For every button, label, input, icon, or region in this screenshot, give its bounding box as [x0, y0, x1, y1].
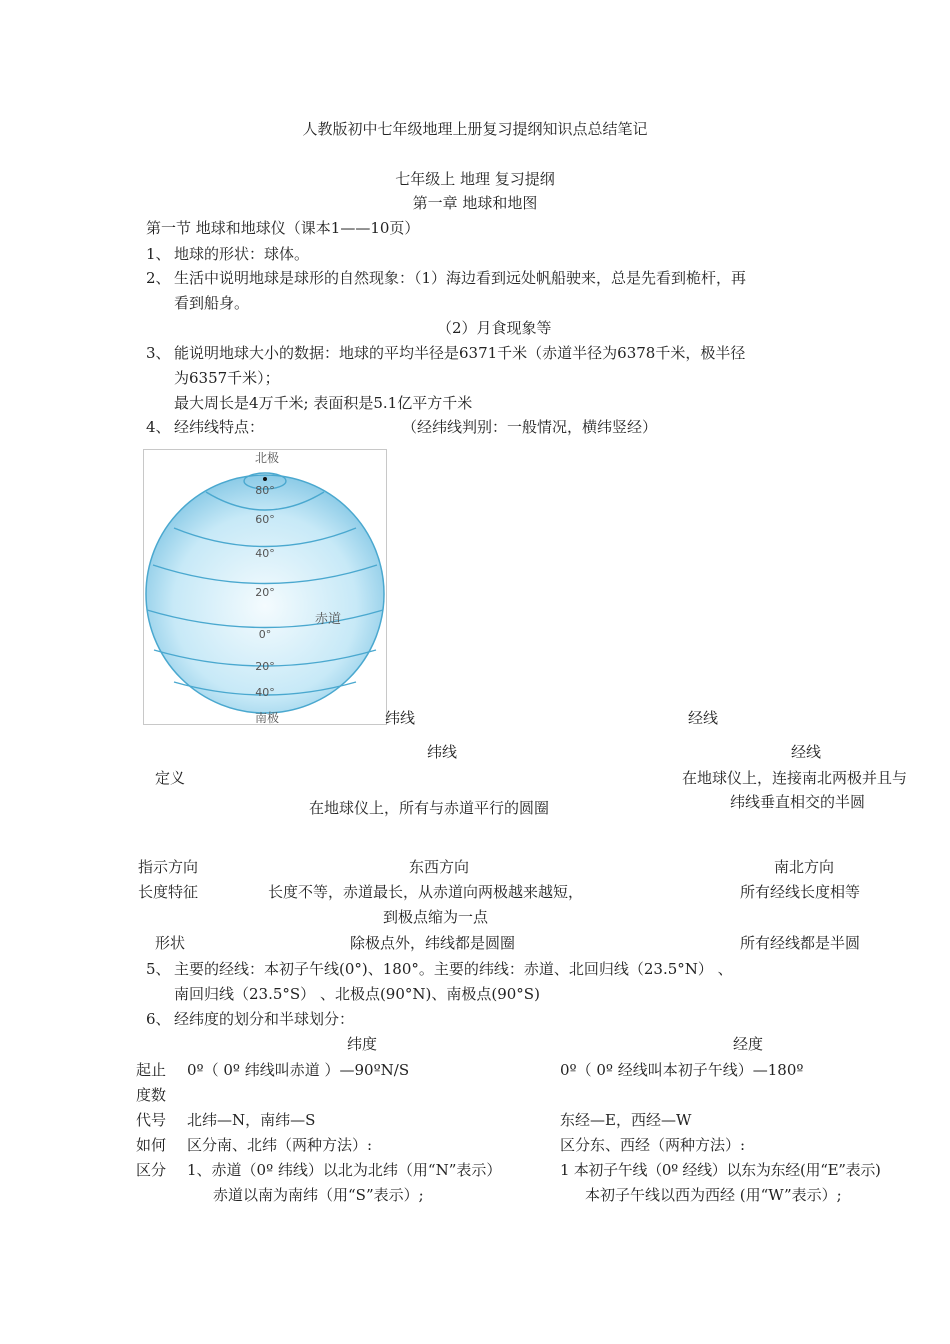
north-pole-dot [263, 477, 267, 481]
latitude-label: 20° [255, 586, 275, 599]
cell-weixian-length-line1: 长度不等，赤道最长，从赤道向两极越来越短， [268, 883, 584, 901]
row-label-code: 代号 [136, 1111, 167, 1129]
row-label-direction: 指示方向 [138, 858, 199, 876]
row-label-distinguish: 区分 [136, 1161, 167, 1179]
item-evidence-line1: 生活中说明地球是球形的自然现象：（1）海边看到远处帆船驶来，总是先看到桅杆，再 [174, 269, 747, 287]
cell-latitude-code: 北纬—N，南纬—S [187, 1111, 316, 1129]
row-label-range-line2: 度数 [136, 1086, 167, 1104]
globe-illustration [144, 450, 386, 724]
cell-longitude-how: 区分东、西经（两种方法）: [560, 1136, 746, 1154]
row-label-how: 如何 [136, 1136, 167, 1154]
latitude-label: 80° [255, 484, 275, 497]
cell-jingxian-shape: 所有经线都是半圆 [740, 934, 861, 952]
cell-weixian-length-line2: 到极点缩为一点 [383, 908, 489, 926]
outline-subtitle: 七年级上 地理 复习提纲 [395, 170, 555, 188]
globe-figure [143, 449, 387, 725]
cell-latitude-range: 0º（ 0º 纬线叫赤道 ）—90ºN/S [187, 1061, 410, 1079]
cell-jingxian-direction: 南北方向 [774, 858, 835, 876]
cell-longitude-range: 0º（ 0º 经线叫本初子午线）—180º [560, 1061, 804, 1079]
cell-weixian-direction: 东西方向 [409, 858, 470, 876]
item-evidence-line3: （2）月食现象等 [437, 319, 552, 337]
item-size-line1: 能说明地球大小的数据：地球的平均半径是6371千米（赤道半径为6378千米，极半径 [174, 344, 746, 362]
cell-latitude-rule-line2: 赤道以南为南纬（用“S”表示）; [213, 1186, 424, 1204]
north-pole-label: 北极 [254, 451, 280, 465]
cell-jingxian-definition-line1: 在地球仪上，连接南北两极并且与 [682, 769, 908, 787]
cell-jingxian-definition-line2: 纬线垂直相交的半圆 [730, 793, 866, 811]
cell-weixian-shape: 除极点外，纬线都是圆圈 [350, 934, 516, 952]
item-number: 1、 [146, 245, 171, 263]
item-lines-note: （经纬线判别：一般情况，横纬竖经） [402, 418, 658, 436]
row-label-range-line1: 起止 [136, 1061, 167, 1079]
item-main-lines-line2: 南回归线（23.5°S） 、北极点(90°N)、南极点(90°S) [174, 985, 540, 1003]
item-number: 5、 [146, 960, 171, 978]
item-evidence-line2: 看到船身。 [174, 294, 250, 312]
latitude-label: 20° [255, 660, 275, 673]
item-size-line3: 最大周长是4万千米; 表面积是5.1亿平方千米 [174, 394, 473, 412]
item-number: 6、 [146, 1010, 171, 1028]
document-title: 人教版初中七年级地理上册复习提纲知识点总结笔记 [302, 120, 648, 138]
column-header-longitude: 经度 [733, 1035, 764, 1053]
caption-weixian: 纬线 [385, 709, 416, 727]
row-label-shape: 形状 [155, 934, 186, 952]
column-header-weixian: 纬线 [427, 743, 458, 761]
cell-longitude-rule-line1: 1 本初子午线（0º 经线）以东为东经(用“E”表示) [560, 1161, 881, 1179]
column-header-jingxian: 经线 [791, 743, 822, 761]
item-shape: 地球的形状：球体。 [174, 245, 310, 263]
caption-jingxian: 经线 [688, 709, 719, 727]
item-main-lines-line1: 主要的经线：本初子午线(0°)、180°。主要的纬线：赤道、北回归线（23.5°N） 、 [174, 960, 733, 978]
cell-longitude-rule-line2: 本初子午线以西为西经 (用“W”表示）; [585, 1186, 842, 1204]
row-label-length: 长度特征 [138, 883, 199, 901]
item-degree-division: 经纬度的划分和半球划分： [174, 1010, 355, 1028]
cell-weixian-definition: 在地球仪上，所有与赤道平行的圆圈 [309, 799, 550, 817]
column-header-latitude: 纬度 [347, 1035, 378, 1053]
item-number: 3、 [146, 344, 171, 362]
cell-latitude-rule-line1: 1、赤道（0º 纬线）以北为北纬（用“N”表示） [187, 1161, 502, 1179]
cell-jingxian-length: 所有经线长度相等 [740, 883, 861, 901]
latitude-label: 0° [258, 628, 272, 641]
cell-latitude-how: 区分南、北纬（两种方法）: [187, 1136, 373, 1154]
item-number: 2、 [146, 269, 171, 287]
chapter-heading: 第一章 地球和地图 [412, 194, 538, 212]
latitude-label: 40° [255, 547, 275, 560]
latitude-label: 60° [255, 513, 275, 526]
section-heading: 第一节 地球和地球仪（课本1——10页） [146, 219, 420, 237]
item-number: 4、 [146, 418, 171, 436]
item-size-line2: 为6357千米）； [174, 369, 280, 387]
south-pole-label: 南极 [254, 711, 280, 724]
latitude-label: 40° [255, 686, 275, 699]
cell-longitude-code: 东经—E，西经—W [560, 1111, 692, 1129]
row-label-definition: 定义 [155, 769, 186, 787]
equator-label: 赤道 [314, 612, 342, 627]
item-lines-features: 经纬线特点： [174, 418, 265, 436]
